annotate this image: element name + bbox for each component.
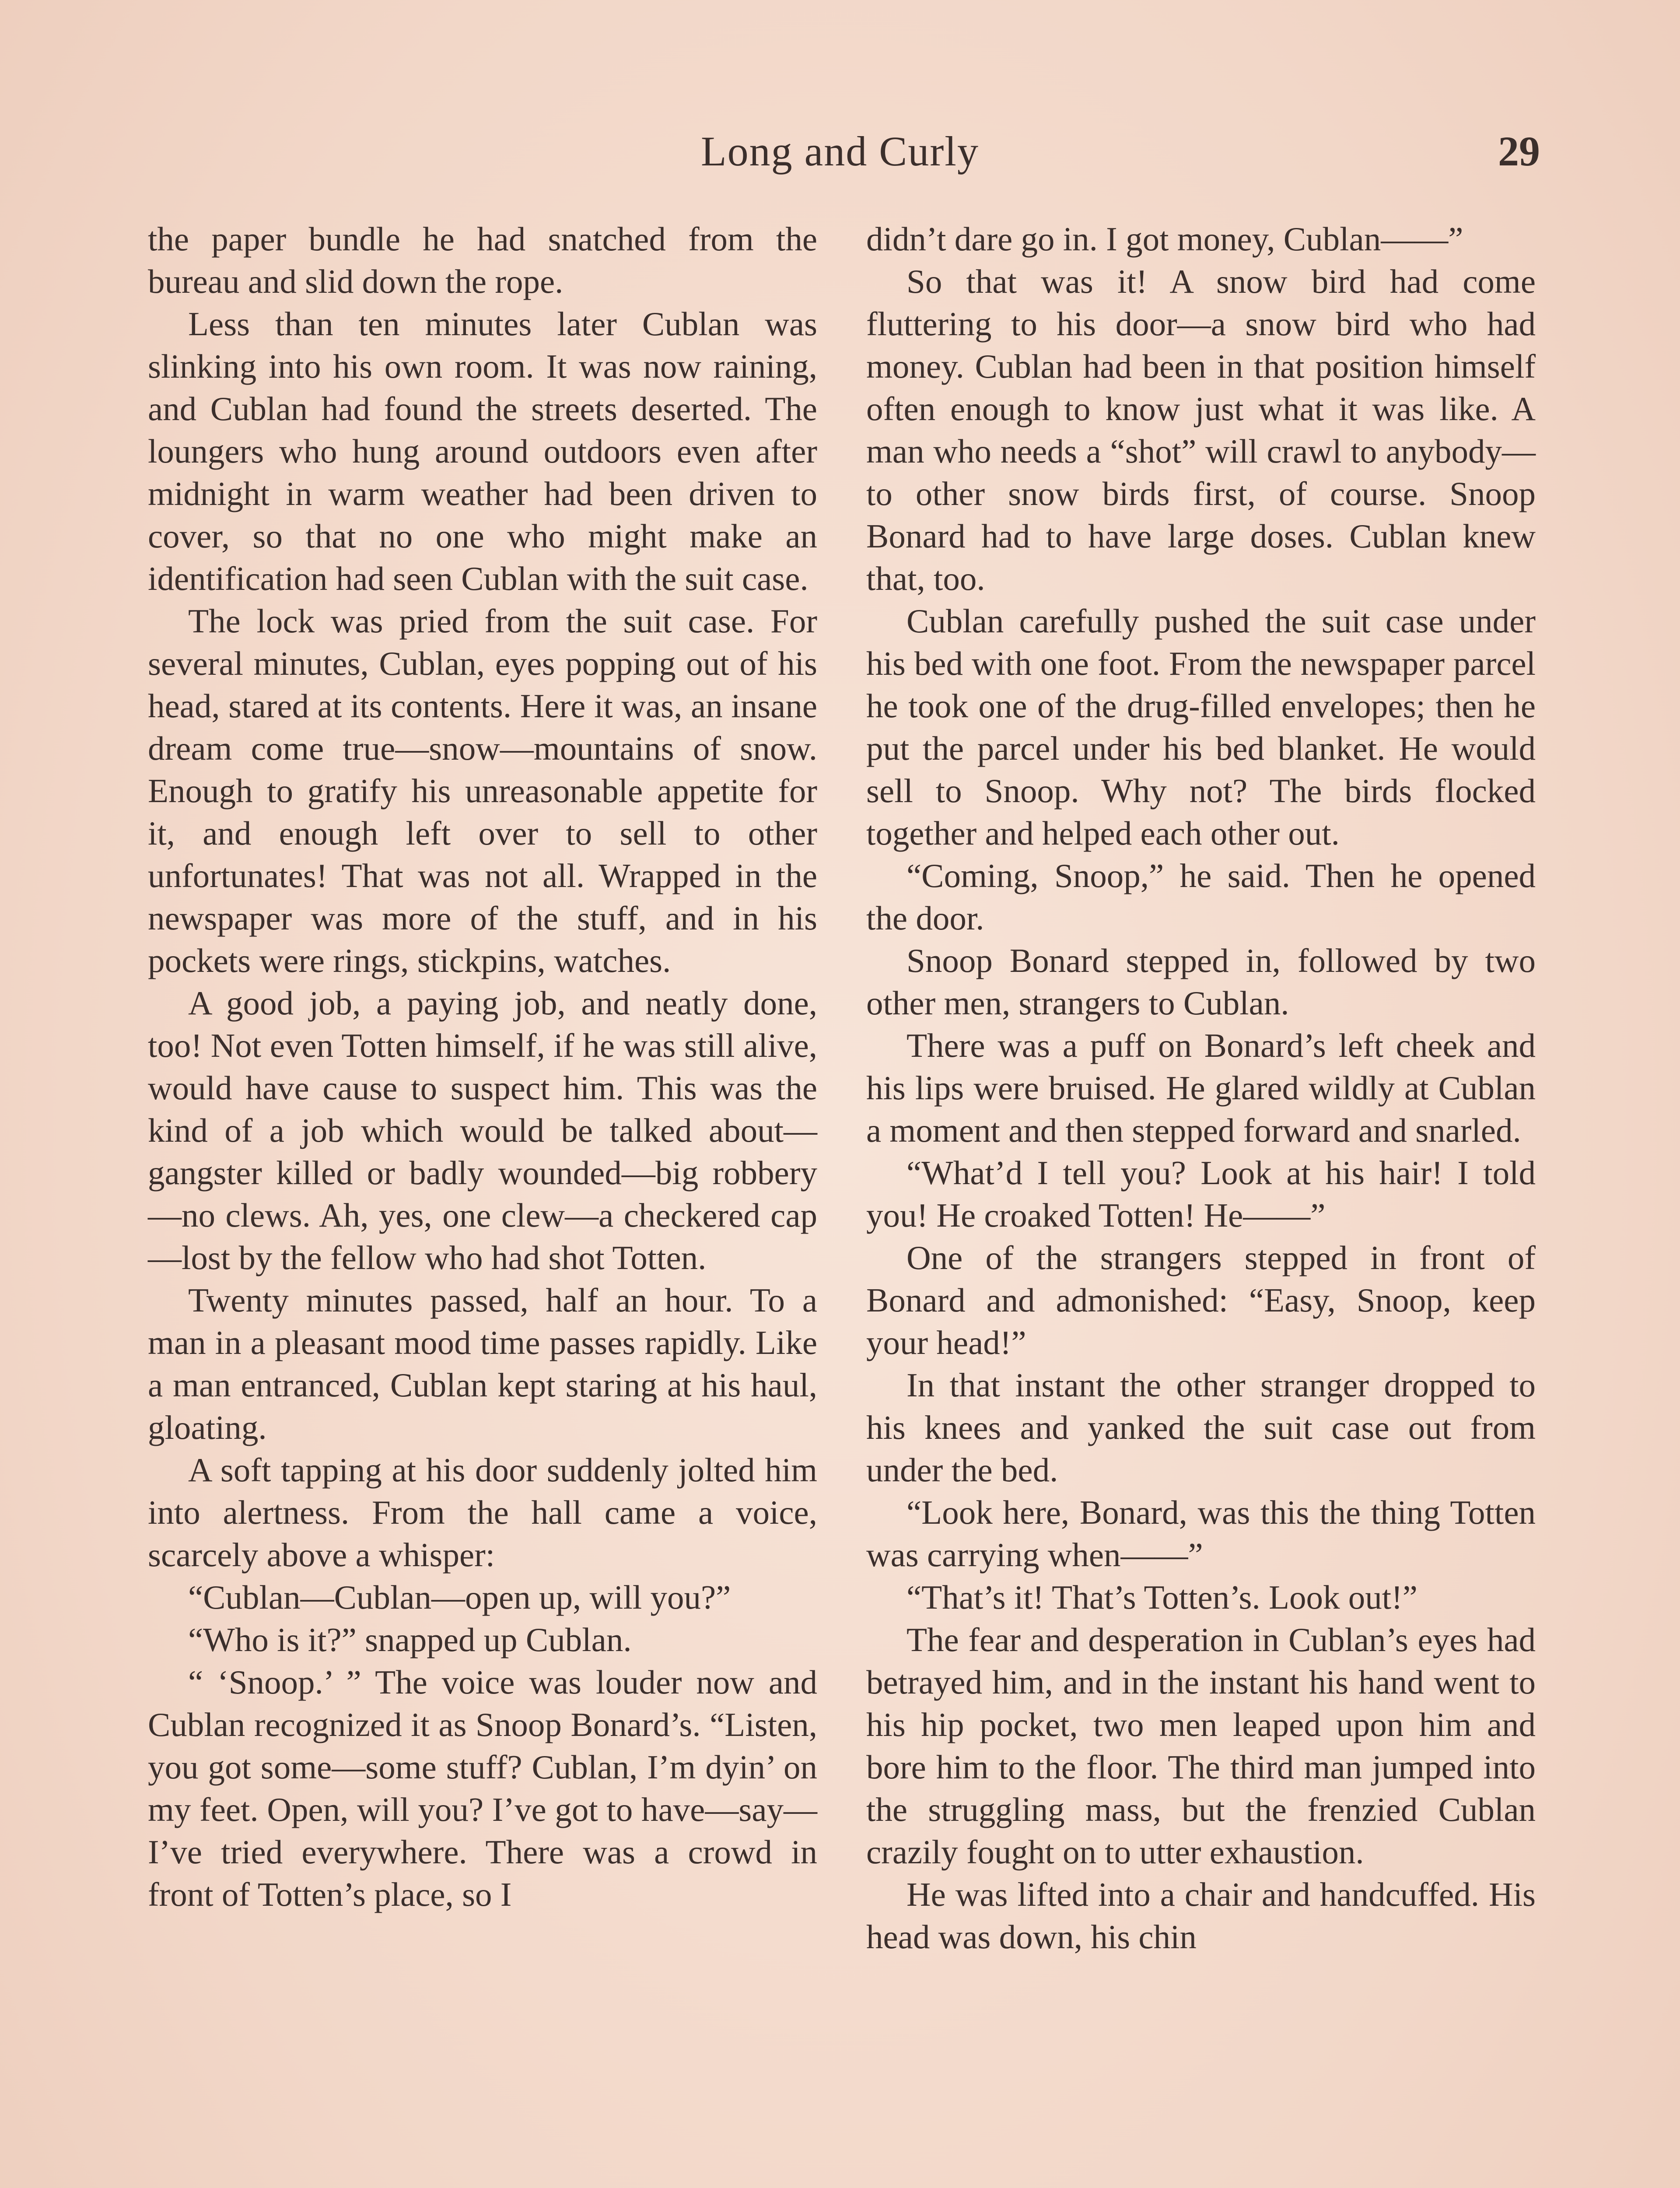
paragraph: One of the strangers stepped in front of Bonard and admonished: “Easy, Snoop, keep your head!” [866,1239,1536,1361]
paragraph: A good job, a paying job, and neatly done, too! Not even Totten himself, if he was still alive, would have cause to suspect him. This was the kind of a job which would be talked about—gangster killed or badly wounded—big robbery—no clews. Ah, yes, one clew—a checkered cap—lost by the fellow who had shot Totten. [148,984,817,1276]
right-column [866,218,1536,1958]
paragraph: The fear and desperation in Cublan’s eyes had betrayed him, and in the instant his hand went to his hip pocket, two men leaped upon him and bore him to the floor. The third man jumped into the struggling mass, but the frenzied Cublan crazily fought on to utter exhaustion. [866,1621,1536,1871]
paragraph: He was lifted into a chair and handcuffed. His head was down, his chin [866,1876,1536,1956]
paragraph: the paper bundle he had snatched from the bureau and slid down the rope. [148,220,817,300]
paragraph: “Look here, Bonard, was this the thing Totten was carrying when——” [866,1494,1536,1574]
paragraph: “Who is it?” snapped up Cublan. [188,1621,632,1659]
paragraph: Snoop Bonard stepped in, followed by two other men, strangers to Cublan. [866,942,1536,1022]
paragraph: There was a puff on Bonard’s left cheek and his lips were bruised. He glared wildly at Cublan a moment and then stepped forward and snarled. [866,1027,1536,1149]
left-column [148,218,817,1916]
paragraph: Cublan carefully pushed the suit case under his bed with one foot. From the newspaper parcel he took one of the drug-filled envelopes; then he put the parcel under his bed blanket. He would sell to Snoop. Why not? The birds flocked together and helped each other out. [866,602,1536,852]
paragraph: The lock was pried from the suit case. For several minutes, Cublan, eyes popping out of his head, stared at its contents. Here it was, an insane dream come true—snow—mountains of snow. Enough to gratify his unreasonable appetite for it, and enough left over to sell to other unfortunates! That was not all. Wrapped in the newspaper was more of the stuff, and in his pockets were rings, stickpins, watches. [148,602,817,979]
paragraph: “ ‘Snoop.’ ” The voice was louder now and Cublan recognized it as Snoop Bonard’s. “Listen, you got some—some stuff? Cublan, I’m dyin’ on my feet. Open, will you? I’ve got to have—say—I’ve tried everywhere. There was a crowd in front of Totten’s place, so I [148,1663,817,1913]
paragraph: didn’t dare go in. I got money, Cublan——” [866,220,1463,258]
paragraph: “What’d I tell you? Look at his hair! I told you! He croaked Totten! He——” [866,1154,1536,1234]
paragraph: In that instant the other stranger dropped to his knees and yanked the suit case out from under the bed. [866,1366,1536,1489]
page-number: 29 [1498,128,1540,175]
paragraph: A soft tapping at his door suddenly jolted him into alertness. From the hall came a voice, scarcely above a whisper: [148,1451,817,1574]
paragraph: “That’s it! That’s Totten’s. Look out!” [906,1578,1418,1616]
paragraph: “Cublan—Cublan—open up, will you?” [188,1578,731,1616]
paragraph: “Coming, Snoop,” he said. Then he opened the door. [866,857,1536,937]
paragraph: Less than ten minutes later Cublan was slinking into his own room. It was now raining, and Cublan had found the streets deserted. The loungers who hung around outdoors even after midnight in warm weather had been driven to cover, so that no one who might make an identification had seen Cublan with the suit case. [148,305,817,597]
paragraph: So that was it! A snow bird had come fluttering to his door—a snow bird who had money. Cublan had been in that position himself often enough to know just what it was like. A man who needs a “shot” will crawl to anybody—to other snow birds first, of course. Snoop Bonard had to have large doses. Cublan knew that, too. [866,263,1536,597]
running-title: Long and Curly [701,128,979,175]
paragraph: Twenty minutes passed, half an hour. To a man in a pleasant mood time passes rapidly. Like a man entranced, Cublan kept staring at his haul, gloating. [148,1281,817,1446]
